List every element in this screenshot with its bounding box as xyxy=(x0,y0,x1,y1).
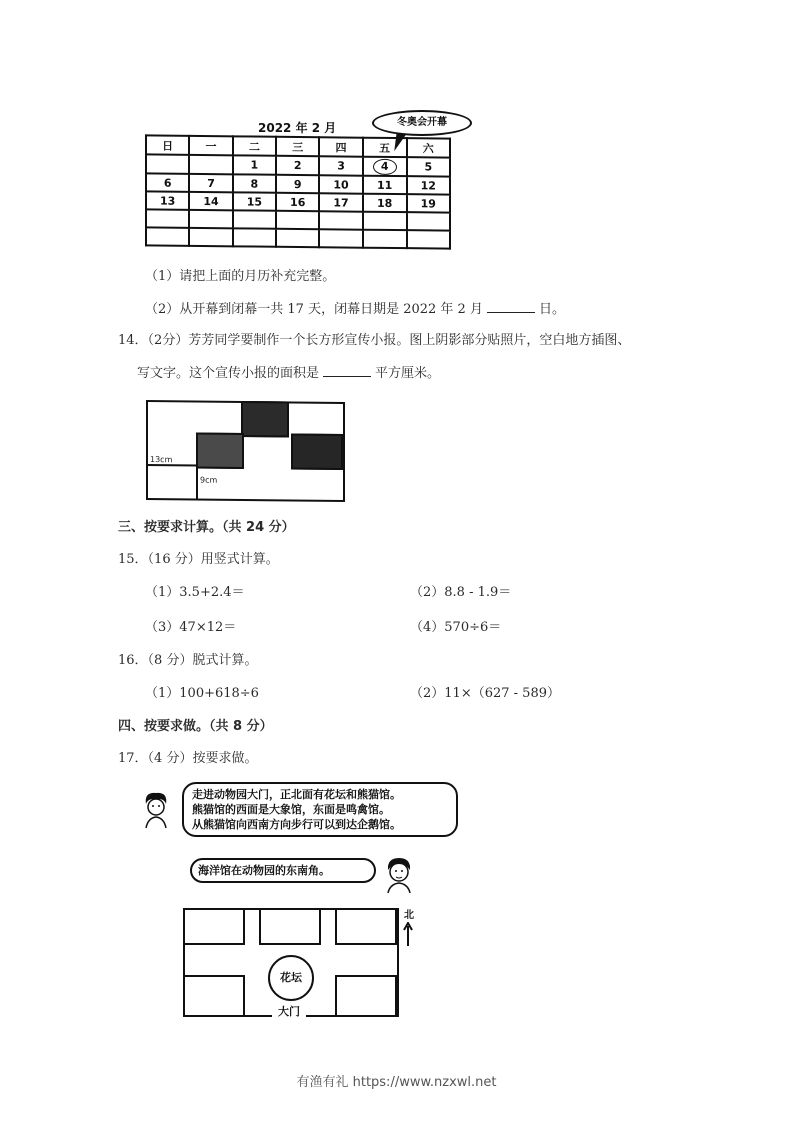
q14-line2-prefix: 写文字。这个宣传小报的面积是 xyxy=(137,366,320,381)
day-cell xyxy=(189,228,232,246)
day-cell xyxy=(363,230,407,248)
day-cell: 16 xyxy=(276,193,319,211)
height-dimension: 9cm xyxy=(200,475,218,485)
calendar-title: 2022 年 2 月 xyxy=(258,121,337,135)
q13-sub2 xyxy=(145,300,565,319)
speech-line: 熊猫馆的西面是大象馆，东面是鸣禽馆。 xyxy=(192,803,390,816)
day-cell: 7 xyxy=(189,174,232,192)
day-cell xyxy=(363,212,407,230)
day-cell xyxy=(276,211,319,229)
photo-shade xyxy=(291,433,343,470)
day-cell xyxy=(146,209,189,227)
north-arrow-icon xyxy=(403,922,413,946)
q17-title: 17．（4 分）按要求做。 xyxy=(118,751,258,766)
photo-shade xyxy=(196,432,244,469)
day-cell xyxy=(189,155,232,174)
day-cell xyxy=(407,230,450,248)
day-cell: 11 xyxy=(363,176,407,194)
day-cell xyxy=(146,227,189,245)
section3-heading: 三、按要求计算。（共 24 分） xyxy=(118,520,295,535)
q14-line2-suffix: 平方厘米。 xyxy=(375,366,441,381)
day-cell-circled xyxy=(363,157,407,176)
day-cell xyxy=(407,212,450,230)
day-cell xyxy=(276,229,319,247)
main-gate-label: 大门 xyxy=(272,1003,306,1019)
q14-line1: 14．（2分）芳芳同学要制作一个长方形宣传小报。图上阴影部分贴照片，空白地方插图、 xyxy=(118,333,631,348)
weekday-cell: 三 xyxy=(276,137,319,156)
footer-watermark: 有渔有礼 https://www.nzxwl.net xyxy=(296,1075,497,1090)
poster-figure xyxy=(146,400,345,502)
day-cell xyxy=(189,210,232,228)
weekday-cell: 四 xyxy=(319,137,362,156)
q15-title: 15．（16 分）用竖式计算。 xyxy=(118,552,279,567)
q15-item: （4）570÷6＝ xyxy=(410,620,502,635)
q14-line2 xyxy=(137,364,440,383)
circled-day: 4 xyxy=(373,158,397,174)
weekday-cell: 日 xyxy=(146,135,189,154)
day-cell: 2 xyxy=(276,156,319,175)
q15-item: （3）47×12＝ xyxy=(145,620,237,635)
boy-avatar-icon xyxy=(384,856,414,894)
day-cell: 10 xyxy=(319,175,362,193)
width-dimension: 13cm xyxy=(150,454,173,465)
calendar-row-empty xyxy=(146,227,450,248)
day-cell: 13 xyxy=(146,191,189,209)
girl-speech-bubble xyxy=(182,782,458,837)
boy-speech-bubble: 海洋馆在动物园的东南角。 xyxy=(190,858,376,883)
q15-item: （2）8.8 - 1.9＝ xyxy=(410,585,512,600)
q15-item: （1）3.5+2.4＝ xyxy=(145,585,245,600)
day-cell: 9 xyxy=(276,175,319,193)
day-cell xyxy=(319,211,362,229)
day-cell: 3 xyxy=(319,156,362,175)
day-cell xyxy=(233,228,276,246)
speech-line: 从熊猫馆向西南方向步行可以到达企鹅馆。 xyxy=(192,818,401,831)
q13-sub2-suffix: 日。 xyxy=(538,302,565,317)
answer-blank[interactable] xyxy=(487,300,535,313)
weekday-cell: 二 xyxy=(233,136,276,155)
section4-heading: 四、按要求做。（共 8 分） xyxy=(118,719,273,734)
day-cell xyxy=(146,154,189,173)
weekday-cell: 一 xyxy=(189,136,232,155)
calendar-table xyxy=(145,134,451,249)
zoo-pavilion-sw xyxy=(183,975,245,1017)
day-cell: 17 xyxy=(319,193,362,211)
day-cell: 6 xyxy=(146,173,189,191)
day-cell xyxy=(233,210,276,228)
day-cell: 18 xyxy=(363,194,407,212)
flower-bed: 花坛 xyxy=(268,955,314,1001)
day-cell: 15 xyxy=(233,192,276,210)
q16-item: （2）11×（627 - 589） xyxy=(410,686,560,701)
day-cell: 19 xyxy=(407,194,450,212)
zoo-pavilion-se xyxy=(335,975,397,1017)
callout-bubble: 冬奥会开幕 xyxy=(372,110,472,136)
divider-line xyxy=(196,464,198,498)
day-cell: 12 xyxy=(407,176,450,194)
q13-sub1: （1）请把上面的月历补充完整。 xyxy=(145,269,336,284)
weekday-cell: 五 xyxy=(363,138,407,157)
photo-shade xyxy=(241,401,289,438)
q13-sub2-prefix: （2）从开幕到闭幕一共 17 天，闭幕日期是 2022 年 2 月 xyxy=(145,302,483,317)
q16-item: （1）100+618÷6 xyxy=(145,686,259,701)
day-cell: 8 xyxy=(233,174,276,192)
girl-avatar-icon xyxy=(140,790,172,830)
zoo-pavilion-ne xyxy=(335,908,397,945)
speech-line: 走进动物园大门，正北面有花坛和熊猫馆。 xyxy=(192,788,401,801)
q16-title: 16．（8 分）脱式计算。 xyxy=(118,653,258,668)
north-label: 北 xyxy=(404,910,414,921)
zoo-pavilion-n xyxy=(259,908,321,945)
answer-blank[interactable] xyxy=(323,364,371,377)
weekday-cell: 六 xyxy=(407,138,450,157)
day-cell xyxy=(319,229,362,247)
divider-line xyxy=(146,464,198,467)
zoo-pavilion-nw xyxy=(183,908,245,945)
day-cell: 1 xyxy=(233,155,276,174)
day-cell: 14 xyxy=(189,192,232,210)
day-cell: 5 xyxy=(407,157,450,176)
